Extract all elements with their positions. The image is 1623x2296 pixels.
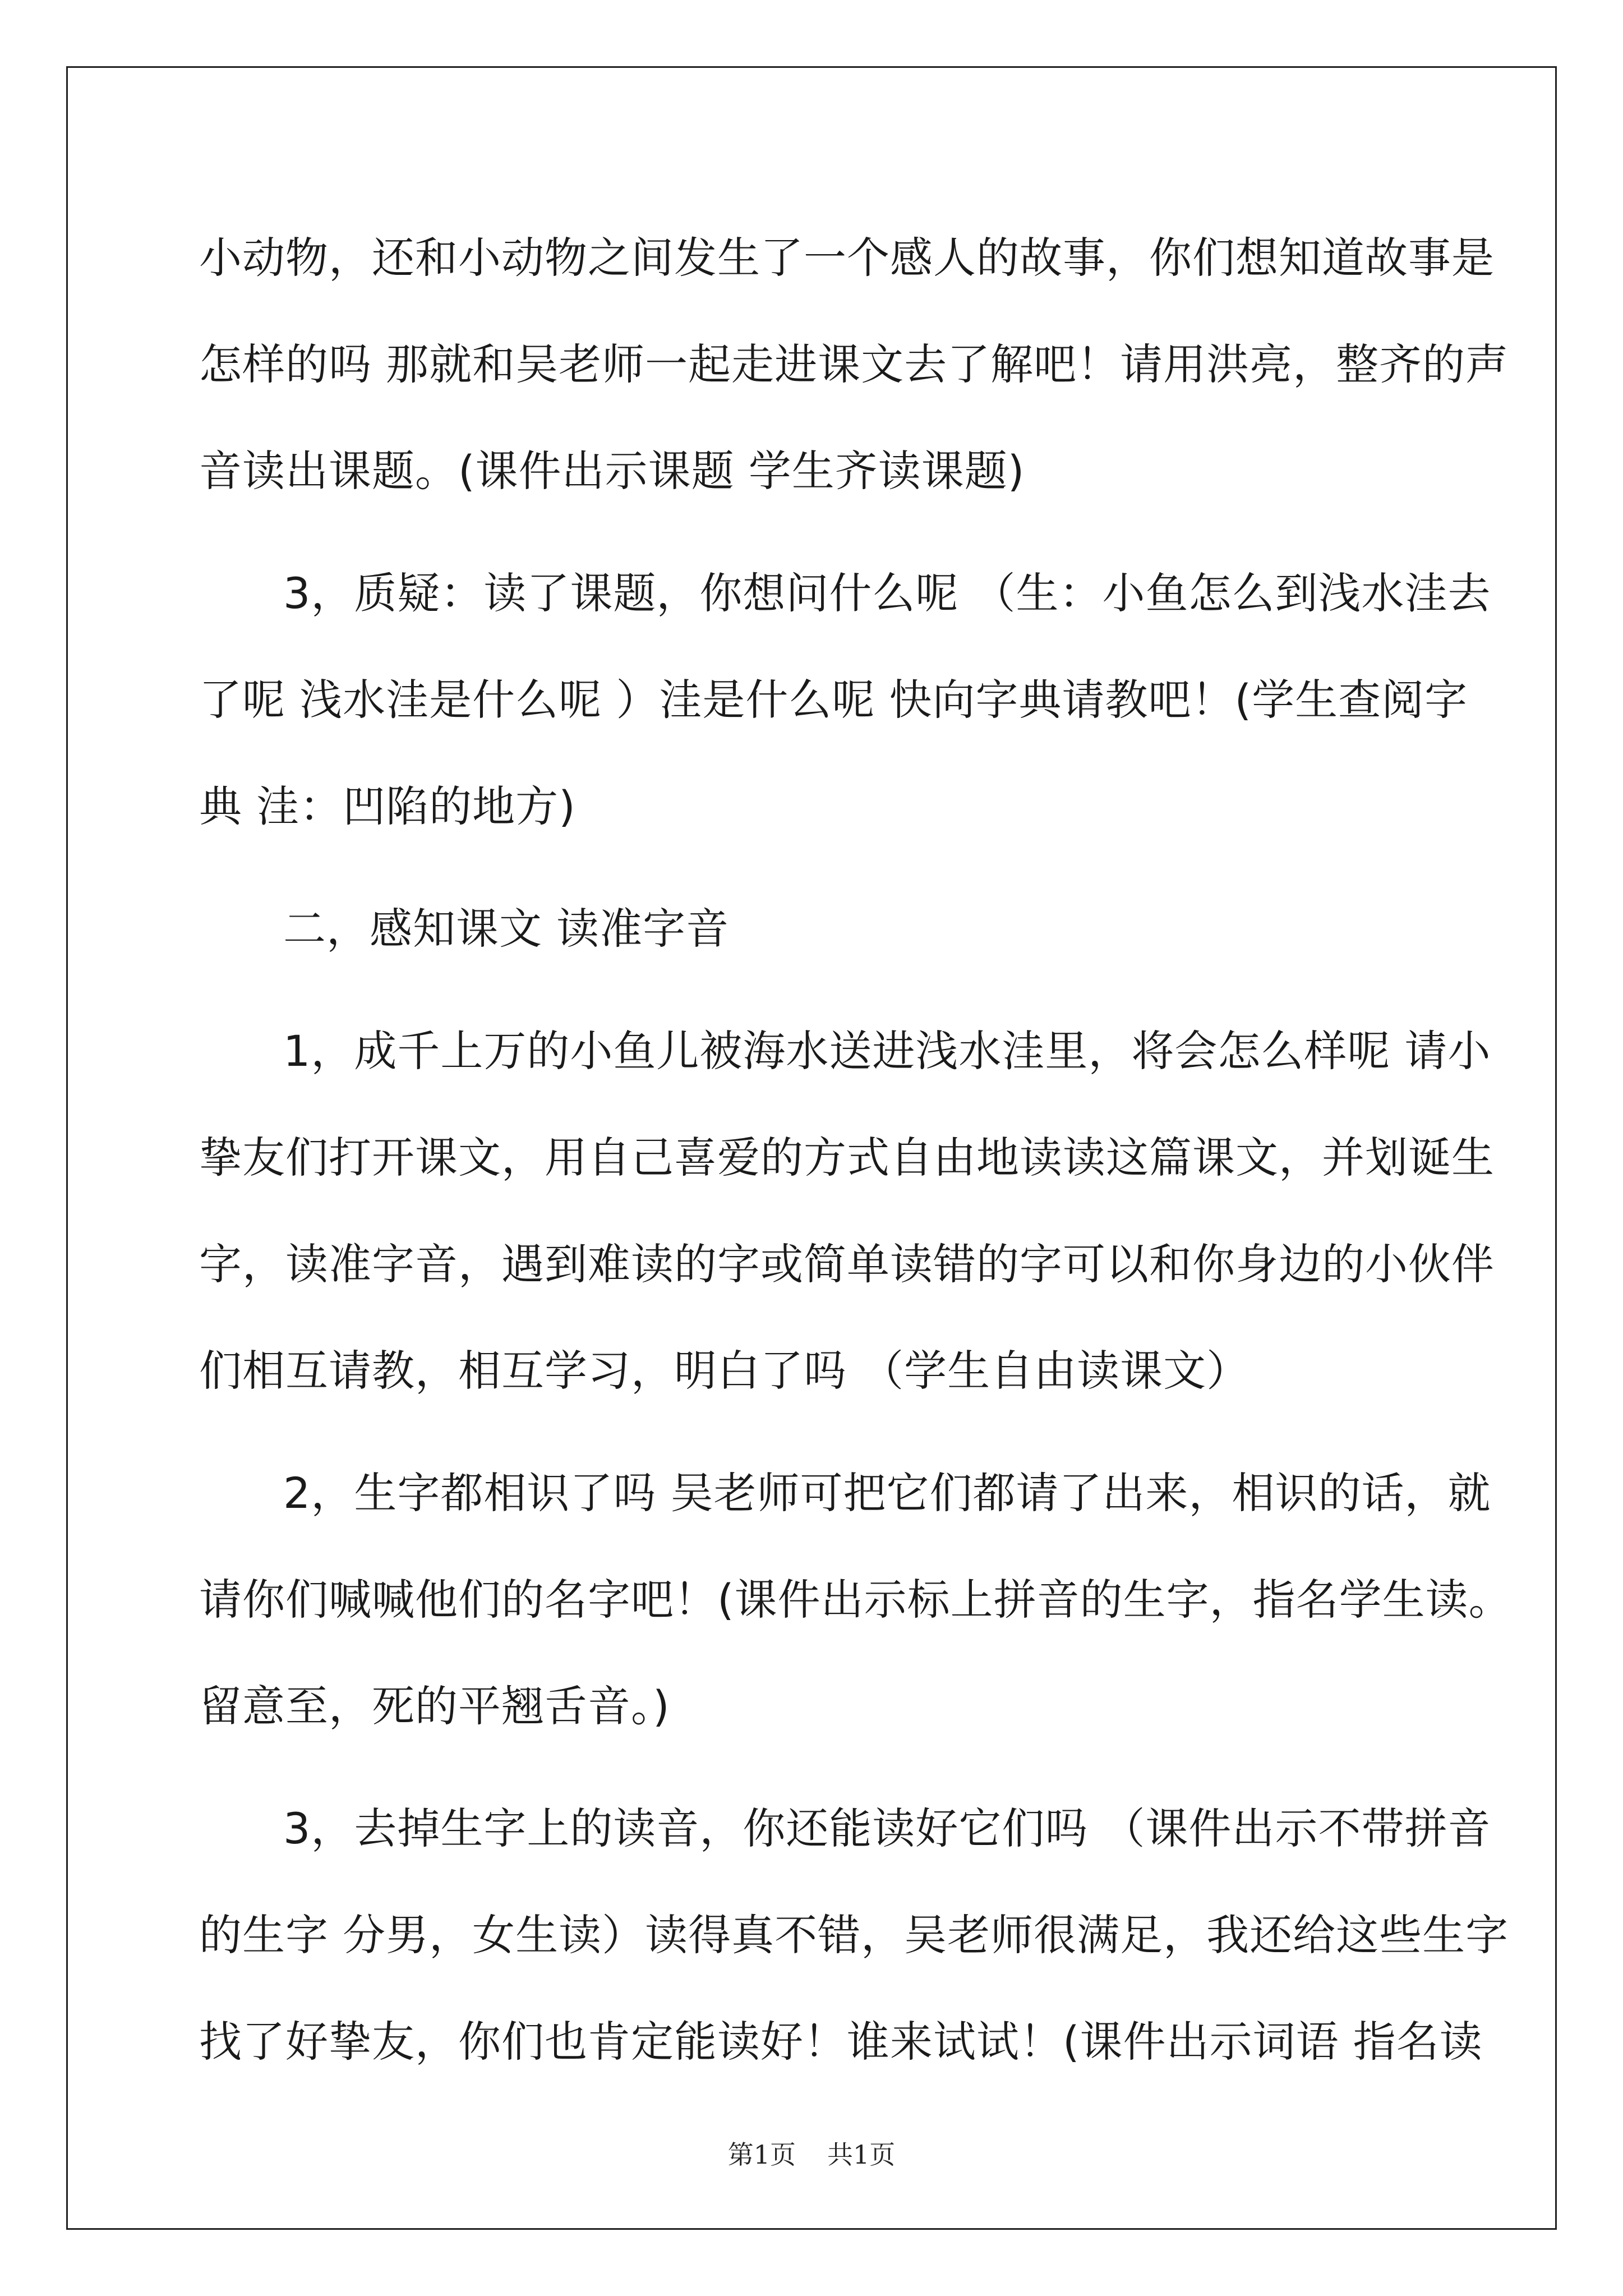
page-total: 共1页 [827, 2139, 896, 2170]
text-line: 留意至，死的平翘舌音。) [199, 1681, 670, 1731]
text-line: 字，读准字音，遇到难读的字或简单读错的字可以和你身边的小伙伴 [199, 1239, 1495, 1289]
text-line: 挚友们打开课文，用自己喜爱的方式自由地读读这篇课文，并划诞生 [199, 1133, 1495, 1182]
text-line: 们相互请教，相互学习，明白了吗 （学生自由读课文） [199, 1346, 1250, 1396]
text-line: 请你们喊喊他们的名字吧！(课件出示标上拼音的生字，指名学生读。 [199, 1575, 1512, 1625]
document-body [199, 205, 1512, 2095]
section-heading-text: 二，感知课文 读准字音 [283, 904, 730, 954]
text-line: 音读出课题。(课件出示课题 学生齐读课题) [199, 446, 1025, 496]
text-line: 1，成千上万的小鱼儿被海水送进浅水洼里，将会怎么样呢 请小 [283, 1026, 1491, 1076]
text-line: 找了好挚友，你们也肯定能读好！谁来试试！(课件出示词语 指名读 [199, 2017, 1483, 2067]
text-line: 小动物，还和小动物之间发生了一个感人的故事，你们想知道故事是 [199, 233, 1495, 283]
paragraph-step-1 [199, 998, 1495, 1424]
text-line: 3，质疑：读了课题，你想问什么呢 （生：小鱼怎么到浅水洼去 [283, 568, 1491, 618]
page-number: 第1页 [727, 2139, 796, 2170]
page-footer [0, 2134, 1623, 2171]
text-line: 的生字 分男，女生读）读得真不错，吴老师很满足，我还给这些生字 [199, 1910, 1509, 1960]
text-line: 典 洼：凹陷的地方) [199, 781, 576, 831]
paragraph-step-2 [199, 1440, 1512, 1760]
paragraph-intro-continuation [199, 205, 1509, 524]
text-line: 3，去掉生字上的读音，你还能读好它们吗 （课件出示不带拼音 [283, 1803, 1491, 1853]
section-heading [199, 876, 1433, 982]
paragraph-question-step [199, 540, 1491, 860]
paragraph-step-3 [199, 1775, 1509, 2095]
text-line: 2，生字都相识了吗 吴老师可把它们都请了出来，相识的话，就 [283, 1468, 1491, 1518]
text-line: 怎样的吗 那就和吴老师一起走进课文去了解吧！请用洪亮，整齐的声 [199, 339, 1509, 389]
text-line: 了呢 浅水洼是什么呢 ）洼是什么呢 快向字典请教吧！(学生查阅字 [199, 675, 1468, 725]
